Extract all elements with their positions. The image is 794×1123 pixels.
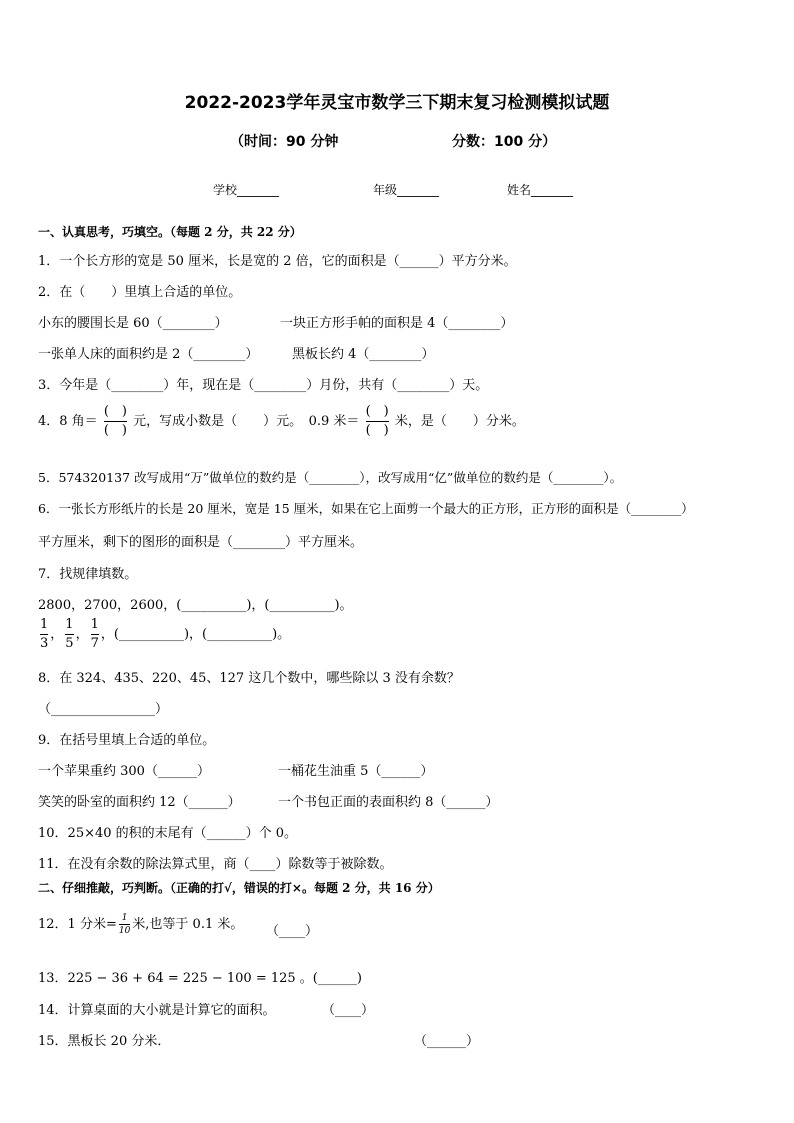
fraction-denominator: ( ) — [365, 423, 389, 438]
grade-field: 年级_______ — [373, 183, 440, 197]
question-1: 1．一个长方形的宽是 50 厘米，长是宽的 2 倍，它的面积是（______）平方分米。 — [38, 254, 517, 269]
question-4-middle: 元，写成小数是（ ）元。 0.9 米＝ — [133, 414, 360, 429]
fraction-one-tenth — [119, 913, 130, 936]
comma: ， — [75, 627, 89, 642]
fraction-numerator: 1 — [121, 913, 128, 923]
fraction-bar — [40, 634, 48, 635]
question-11: 11．在没有余数的除法算式里，商（____）除数等于被除数。 — [38, 857, 393, 872]
question-8-answer: （________________） — [38, 702, 169, 717]
question-14: 14．计算桌面的大小就是计算它的面积。 — [38, 1003, 276, 1018]
fraction-bar — [65, 634, 73, 635]
fraction-numerator: 1 — [90, 617, 99, 632]
question-2d: 黑板长约 4（________） — [292, 347, 435, 362]
comma: ， — [50, 627, 64, 642]
question-6-line-1: 6．一张长方形纸片的长是 20 厘米，宽是 15 厘米，如果在它上面剪一个最大的正方形，正方形的面积是（________） — [38, 501, 694, 516]
page-title: 2022-2023学年灵宝市数学三下期末复习检测模拟试题 — [184, 93, 610, 113]
fraction-denominator: 5 — [65, 636, 74, 651]
question-7b — [38, 617, 290, 652]
question-12 — [38, 913, 243, 936]
section-2-heading: 二、仔细推敲，巧判断。（正确的打√，错误的打×。每题 2 分，共 16 分） — [38, 881, 440, 895]
fraction-bar — [366, 421, 389, 422]
fraction-one-third — [40, 617, 48, 652]
question-12-answer: （____） — [266, 924, 319, 939]
question-12-prefix: 12．1 分米= — [38, 917, 117, 932]
question-2: 2．在（ ）里填上合适的单位。 — [38, 285, 242, 300]
fraction-denominator: 10 — [118, 926, 131, 936]
fraction-numerator: 1 — [65, 617, 74, 632]
question-6-line-2: 平方厘米，剩下的图形的面积是（________）平方厘米。 — [38, 535, 364, 550]
fraction-numerator: ( ) — [365, 404, 389, 419]
exam-time: （时间：90 分钟 — [230, 134, 339, 150]
question-12-suffix: 米,也等于 0.1 米。 — [132, 917, 244, 932]
exam-score: 分数：100 分） — [452, 134, 557, 150]
fraction-numerator: ( ) — [103, 404, 127, 419]
question-13: 13．225 − 36 + 64 = 225 − 100 = 125 。(______) — [38, 971, 362, 986]
question-7: 7．找规律填数。 — [38, 567, 138, 582]
fraction-one-fifth — [65, 617, 73, 652]
fraction-numerator: 1 — [40, 617, 49, 632]
question-2c: 一张单人床的面积约是 2（________） — [38, 347, 259, 362]
name-field: 姓名_______ — [507, 183, 574, 197]
question-2a: 小东的腰围长是 60（________） — [38, 316, 228, 331]
question-15-answer: （______） — [414, 1034, 480, 1049]
section-1-heading: 一、认真思考，巧填空。（每题 2 分，共 22 分） — [38, 225, 302, 239]
question-4-prefix: 4．8 角＝ — [38, 414, 98, 429]
fraction-denominator: 3 — [40, 636, 49, 651]
school-field: 学校_______ — [213, 183, 280, 197]
question-9: 9．在括号里填上合适的单位。 — [38, 733, 216, 748]
question-4 — [38, 404, 525, 439]
fraction-denominator: 7 — [90, 636, 99, 651]
question-9d: 一个书包正面的表面积约 8（______） — [278, 795, 499, 810]
question-2b: 一块正方形手帕的面积是 4（________） — [280, 316, 514, 331]
fraction-bar — [119, 924, 130, 925]
question-4-suffix: 米，是（ ）分米。 — [394, 414, 525, 429]
fraction-one-seventh — [91, 617, 99, 652]
question-8: 8．在 324、435、220、45、127 这几个数中，哪些除以 3 没有余数？ — [38, 671, 460, 686]
fraction-bar — [104, 421, 127, 422]
question-7a: 2800，2700，2600，(__________)，(__________)。 — [38, 598, 353, 613]
question-10: 10．25×40 的积的末尾有（______）个 0。 — [38, 826, 298, 841]
question-9b: 一桶花生油重 5（______） — [278, 764, 434, 779]
question-4-fraction-1 — [104, 404, 127, 439]
question-15: 15．黑板长 20 分米． — [38, 1034, 171, 1049]
question-5: 5．574320137 改写成用“万”做单位的数约是（________），改写成用“亿”做单位的数约是（________）。 — [38, 470, 623, 485]
fraction-denominator: ( ) — [103, 423, 127, 438]
question-14-answer: （____） — [322, 1003, 375, 1018]
question-3: 3．今年是（________）年，现在是（________）月份，共有（________）天。 — [38, 378, 489, 393]
question-7b-tail: ，(__________)，(__________)。 — [100, 627, 291, 642]
fraction-bar — [91, 634, 99, 635]
question-4-fraction-2 — [366, 404, 389, 439]
question-9a: 一个苹果重约 300（______） — [38, 764, 210, 779]
question-9c: 笑笑的卧室的面积约 12（______） — [38, 795, 241, 810]
